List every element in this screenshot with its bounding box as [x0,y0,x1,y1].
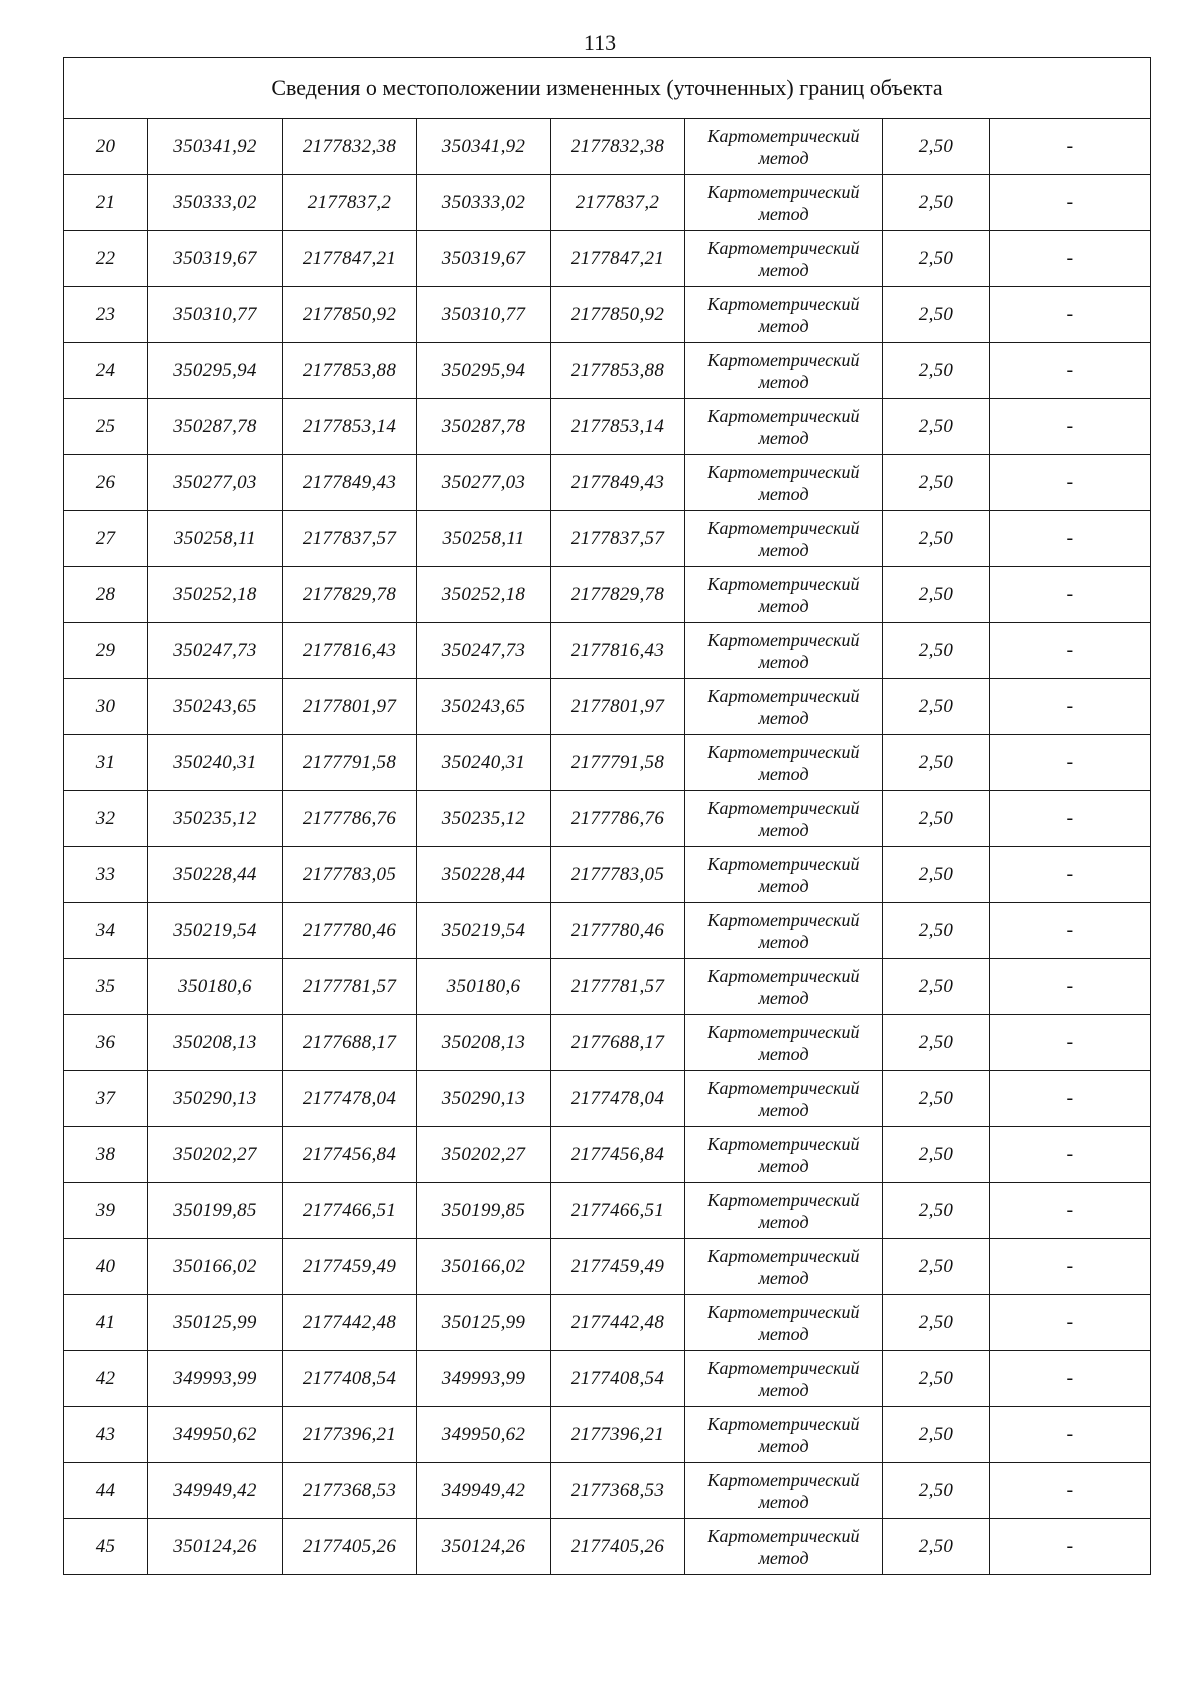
x-existing-cell: 350287,78 [148,399,283,455]
method-cell [685,791,883,847]
y-refined-cell: 2177781,57 [551,959,685,1015]
method-cell [685,1295,883,1351]
note-cell: - [990,567,1151,623]
x-refined-cell: 350277,03 [417,455,551,511]
table-row [64,399,1151,455]
table-row [64,735,1151,791]
method-line: Картометрический [707,909,860,930]
y-refined-cell: 2177829,78 [551,567,685,623]
method-line: метод [758,1211,809,1232]
y-existing-cell: 2177368,53 [283,1463,417,1519]
table-row [64,1463,1151,1519]
y-refined-cell: 2177368,53 [551,1463,685,1519]
method-line: метод [758,147,809,168]
y-existing-cell: 2177829,78 [283,567,417,623]
method-line: метод [758,1547,809,1568]
note-cell: - [990,399,1151,455]
page-number: 113 [583,30,617,55]
x-refined-cell: 349950,62 [417,1407,551,1463]
note-cell: - [990,847,1151,903]
accuracy-cell: 2,50 [883,903,990,959]
point-number-cell: 29 [64,623,148,679]
y-existing-cell: 2177853,14 [283,399,417,455]
method-cell [685,1463,883,1519]
note-cell: - [990,679,1151,735]
accuracy-cell: 2,50 [883,119,990,175]
accuracy-cell: 2,50 [883,623,990,679]
y-existing-cell: 2177791,58 [283,735,417,791]
method-line: Картометрический [707,685,860,706]
method-cell [685,1183,883,1239]
table-row [64,1239,1151,1295]
method-line: Картометрический [707,1525,860,1546]
method-line: метод [758,875,809,896]
method-cell [685,735,883,791]
accuracy-cell: 2,50 [883,791,990,847]
point-number-cell: 36 [64,1015,148,1071]
point-number-cell: 38 [64,1127,148,1183]
point-number-cell: 28 [64,567,148,623]
point-number-cell: 21 [64,175,148,231]
point-number-cell: 34 [64,903,148,959]
method-line: Картометрический [707,181,860,202]
y-refined-cell: 2177466,51 [551,1183,685,1239]
point-number-cell: 39 [64,1183,148,1239]
accuracy-cell: 2,50 [883,959,990,1015]
accuracy-cell: 2,50 [883,1463,990,1519]
x-existing-cell: 350180,6 [148,959,283,1015]
method-line: метод [758,651,809,672]
y-refined-cell: 2177456,84 [551,1127,685,1183]
method-line: Картометрический [707,405,860,426]
method-cell [685,231,883,287]
y-existing-cell: 2177780,46 [283,903,417,959]
y-refined-cell: 2177459,49 [551,1239,685,1295]
x-existing-cell: 350310,77 [148,287,283,343]
method-line: Картометрический [707,1245,860,1266]
method-line: метод [758,1435,809,1456]
method-line: Картометрический [707,125,860,146]
y-refined-cell: 2177783,05 [551,847,685,903]
y-existing-cell: 2177478,04 [283,1071,417,1127]
method-line: Картометрический [707,1133,860,1154]
point-number-cell: 44 [64,1463,148,1519]
y-existing-cell: 2177405,26 [283,1519,417,1575]
y-refined-cell: 2177405,26 [551,1519,685,1575]
accuracy-cell: 2,50 [883,231,990,287]
y-refined-cell: 2177837,57 [551,511,685,567]
method-cell [685,175,883,231]
note-cell: - [990,231,1151,287]
method-line: Картометрический [707,965,860,986]
y-refined-cell: 2177853,14 [551,399,685,455]
y-existing-cell: 2177847,21 [283,231,417,287]
method-line: метод [758,1491,809,1512]
accuracy-cell: 2,50 [883,1407,990,1463]
y-existing-cell: 2177781,57 [283,959,417,1015]
point-number-cell: 31 [64,735,148,791]
note-cell: - [990,511,1151,567]
note-cell: - [990,1015,1151,1071]
point-number-cell: 24 [64,343,148,399]
method-cell [685,1407,883,1463]
x-existing-cell: 350202,27 [148,1127,283,1183]
method-cell [685,1015,883,1071]
x-existing-cell: 349993,99 [148,1351,283,1407]
method-line: Картометрический [707,293,860,314]
x-refined-cell: 350202,27 [417,1127,551,1183]
note-cell: - [990,1295,1151,1351]
method-cell [685,1127,883,1183]
y-refined-cell: 2177791,58 [551,735,685,791]
y-existing-cell: 2177850,92 [283,287,417,343]
y-refined-cell: 2177850,92 [551,287,685,343]
table-row [64,903,1151,959]
accuracy-cell: 2,50 [883,1519,990,1575]
accuracy-cell: 2,50 [883,1239,990,1295]
note-cell: - [990,903,1151,959]
method-line: метод [758,315,809,336]
x-refined-cell: 350252,18 [417,567,551,623]
point-number-cell: 25 [64,399,148,455]
point-number-cell: 41 [64,1295,148,1351]
y-existing-cell: 2177837,57 [283,511,417,567]
table-row [64,567,1151,623]
point-number-cell: 30 [64,679,148,735]
table-row [64,1127,1151,1183]
method-cell [685,1351,883,1407]
point-number-cell: 32 [64,791,148,847]
x-refined-cell: 350166,02 [417,1239,551,1295]
x-refined-cell: 350219,54 [417,903,551,959]
method-line: Картометрический [707,1413,860,1434]
note-cell: - [990,1239,1151,1295]
x-existing-cell: 350277,03 [148,455,283,511]
x-existing-cell: 350295,94 [148,343,283,399]
y-existing-cell: 2177832,38 [283,119,417,175]
x-refined-cell: 350124,26 [417,1519,551,1575]
accuracy-cell: 2,50 [883,1351,990,1407]
y-refined-cell: 2177847,21 [551,231,685,287]
y-existing-cell: 2177801,97 [283,679,417,735]
note-cell: - [990,1351,1151,1407]
x-refined-cell: 350287,78 [417,399,551,455]
table-row [64,1407,1151,1463]
point-number-cell: 42 [64,1351,148,1407]
accuracy-cell: 2,50 [883,511,990,567]
x-existing-cell: 350219,54 [148,903,283,959]
y-refined-cell: 2177786,76 [551,791,685,847]
method-line: метод [758,763,809,784]
x-existing-cell: 350166,02 [148,1239,283,1295]
method-line: метод [758,1267,809,1288]
method-line: Картометрический [707,1301,860,1322]
x-refined-cell: 349993,99 [417,1351,551,1407]
accuracy-cell: 2,50 [883,287,990,343]
y-existing-cell: 2177849,43 [283,455,417,511]
point-number-cell: 43 [64,1407,148,1463]
x-existing-cell: 350124,26 [148,1519,283,1575]
y-existing-cell: 2177456,84 [283,1127,417,1183]
x-refined-cell: 350240,31 [417,735,551,791]
note-cell: - [990,119,1151,175]
x-refined-cell: 350243,65 [417,679,551,735]
method-line: метод [758,1099,809,1120]
table-row [64,623,1151,679]
accuracy-cell: 2,50 [883,343,990,399]
method-line: метод [758,371,809,392]
note-cell: - [990,959,1151,1015]
point-number-cell: 33 [64,847,148,903]
table-title-row [64,58,1151,119]
accuracy-cell: 2,50 [883,679,990,735]
x-refined-cell: 350235,12 [417,791,551,847]
accuracy-cell: 2,50 [883,1071,990,1127]
point-number-cell: 40 [64,1239,148,1295]
method-line: Картометрический [707,1357,860,1378]
method-line: Картометрический [707,797,860,818]
table-row [64,511,1151,567]
point-number-cell: 27 [64,511,148,567]
note-cell: - [990,1463,1151,1519]
x-existing-cell: 350290,13 [148,1071,283,1127]
point-number-cell: 37 [64,1071,148,1127]
x-refined-cell: 350319,67 [417,231,551,287]
method-cell [685,119,883,175]
table-body [64,119,1151,1575]
method-line: метод [758,1379,809,1400]
point-number-cell: 45 [64,1519,148,1575]
table-row [64,791,1151,847]
accuracy-cell: 2,50 [883,1295,990,1351]
point-number-cell: 23 [64,287,148,343]
x-existing-cell: 350252,18 [148,567,283,623]
method-cell [685,623,883,679]
method-cell [685,567,883,623]
method-line: Картометрический [707,349,860,370]
note-cell: - [990,623,1151,679]
y-existing-cell: 2177816,43 [283,623,417,679]
note-cell: - [990,455,1151,511]
method-cell [685,455,883,511]
method-cell [685,847,883,903]
method-line: метод [758,259,809,280]
table-row [64,287,1151,343]
y-refined-cell: 2177837,2 [551,175,685,231]
method-line: метод [758,931,809,952]
note-cell: - [990,287,1151,343]
note-cell: - [990,175,1151,231]
table-row [64,1519,1151,1575]
x-existing-cell: 350333,02 [148,175,283,231]
x-existing-cell: 350125,99 [148,1295,283,1351]
x-existing-cell: 350243,65 [148,679,283,735]
method-line: Картометрический [707,573,860,594]
accuracy-cell: 2,50 [883,175,990,231]
x-existing-cell: 349950,62 [148,1407,283,1463]
table-row [64,847,1151,903]
table-row [64,119,1151,175]
table-row [64,455,1151,511]
method-line: Картометрический [707,1077,860,1098]
method-line: Картометрический [707,461,860,482]
y-refined-cell: 2177396,21 [551,1407,685,1463]
y-existing-cell: 2177442,48 [283,1295,417,1351]
accuracy-cell: 2,50 [883,1183,990,1239]
method-cell [685,511,883,567]
method-line: метод [758,819,809,840]
method-cell [685,1239,883,1295]
y-existing-cell: 2177853,88 [283,343,417,399]
point-number-cell: 26 [64,455,148,511]
y-refined-cell: 2177780,46 [551,903,685,959]
table-row [64,343,1151,399]
note-cell: - [990,1127,1151,1183]
x-refined-cell: 349949,42 [417,1463,551,1519]
method-line: Картометрический [707,741,860,762]
method-line: Картометрический [707,853,860,874]
x-existing-cell: 350247,73 [148,623,283,679]
method-line: метод [758,203,809,224]
method-cell [685,1071,883,1127]
method-line: метод [758,1323,809,1344]
table-row [64,231,1151,287]
method-cell [685,343,883,399]
y-refined-cell: 2177853,88 [551,343,685,399]
y-refined-cell: 2177849,43 [551,455,685,511]
point-number-cell: 20 [64,119,148,175]
x-existing-cell: 350199,85 [148,1183,283,1239]
x-existing-cell: 349949,42 [148,1463,283,1519]
note-cell: - [990,791,1151,847]
table-row [64,1351,1151,1407]
method-line: метод [758,987,809,1008]
table-row [64,959,1151,1015]
method-line: Картометрический [707,237,860,258]
note-cell: - [990,343,1151,399]
y-refined-cell: 2177832,38 [551,119,685,175]
table-row [64,1295,1151,1351]
x-existing-cell: 350258,11 [148,511,283,567]
method-line: метод [758,595,809,616]
accuracy-cell: 2,50 [883,1015,990,1071]
method-line: Картометрический [707,1469,860,1490]
note-cell: - [990,1519,1151,1575]
accuracy-cell: 2,50 [883,455,990,511]
method-line: метод [758,1043,809,1064]
method-cell [685,1519,883,1575]
table-row [64,175,1151,231]
note-cell: - [990,1071,1151,1127]
method-line: метод [758,483,809,504]
table-row [64,679,1151,735]
x-existing-cell: 350228,44 [148,847,283,903]
y-existing-cell: 2177408,54 [283,1351,417,1407]
accuracy-cell: 2,50 [883,735,990,791]
y-existing-cell: 2177688,17 [283,1015,417,1071]
table-row [64,1015,1151,1071]
x-refined-cell: 350247,73 [417,623,551,679]
method-line: Картометрический [707,517,860,538]
x-refined-cell: 350125,99 [417,1295,551,1351]
y-refined-cell: 2177801,97 [551,679,685,735]
x-refined-cell: 350295,94 [417,343,551,399]
x-refined-cell: 350310,77 [417,287,551,343]
note-cell: - [990,1407,1151,1463]
x-existing-cell: 350240,31 [148,735,283,791]
y-existing-cell: 2177396,21 [283,1407,417,1463]
table-row [64,1183,1151,1239]
method-line: Картометрический [707,629,860,650]
x-existing-cell: 350208,13 [148,1015,283,1071]
point-number-cell: 22 [64,231,148,287]
x-refined-cell: 350333,02 [417,175,551,231]
y-refined-cell: 2177478,04 [551,1071,685,1127]
accuracy-cell: 2,50 [883,1127,990,1183]
y-refined-cell: 2177408,54 [551,1351,685,1407]
method-cell [685,959,883,1015]
y-refined-cell: 2177816,43 [551,623,685,679]
method-line: метод [758,427,809,448]
method-line: метод [758,1155,809,1176]
y-existing-cell: 2177837,2 [283,175,417,231]
method-line: метод [758,707,809,728]
method-cell [685,903,883,959]
accuracy-cell: 2,50 [883,567,990,623]
note-cell: - [990,1183,1151,1239]
x-refined-cell: 350341,92 [417,119,551,175]
boundary-coordinates-table [63,57,1151,1575]
x-refined-cell: 350208,13 [417,1015,551,1071]
method-line: метод [758,539,809,560]
x-refined-cell: 350258,11 [417,511,551,567]
method-line: Картометрический [707,1189,860,1210]
accuracy-cell: 2,50 [883,399,990,455]
y-refined-cell: 2177442,48 [551,1295,685,1351]
x-existing-cell: 350235,12 [148,791,283,847]
table-row [64,1071,1151,1127]
x-refined-cell: 350180,6 [417,959,551,1015]
point-number-cell: 35 [64,959,148,1015]
note-cell: - [990,735,1151,791]
y-existing-cell: 2177459,49 [283,1239,417,1295]
method-cell [685,679,883,735]
x-existing-cell: 350341,92 [148,119,283,175]
method-cell [685,287,883,343]
y-refined-cell: 2177688,17 [551,1015,685,1071]
x-refined-cell: 350228,44 [417,847,551,903]
y-existing-cell: 2177786,76 [283,791,417,847]
table-title: Сведения о местоположении измененных (уточненных) границ объекта [64,58,1151,119]
y-existing-cell: 2177783,05 [283,847,417,903]
method-cell [685,399,883,455]
x-refined-cell: 350290,13 [417,1071,551,1127]
method-line: Картометрический [707,1021,860,1042]
accuracy-cell: 2,50 [883,847,990,903]
y-existing-cell: 2177466,51 [283,1183,417,1239]
x-existing-cell: 350319,67 [148,231,283,287]
x-refined-cell: 350199,85 [417,1183,551,1239]
